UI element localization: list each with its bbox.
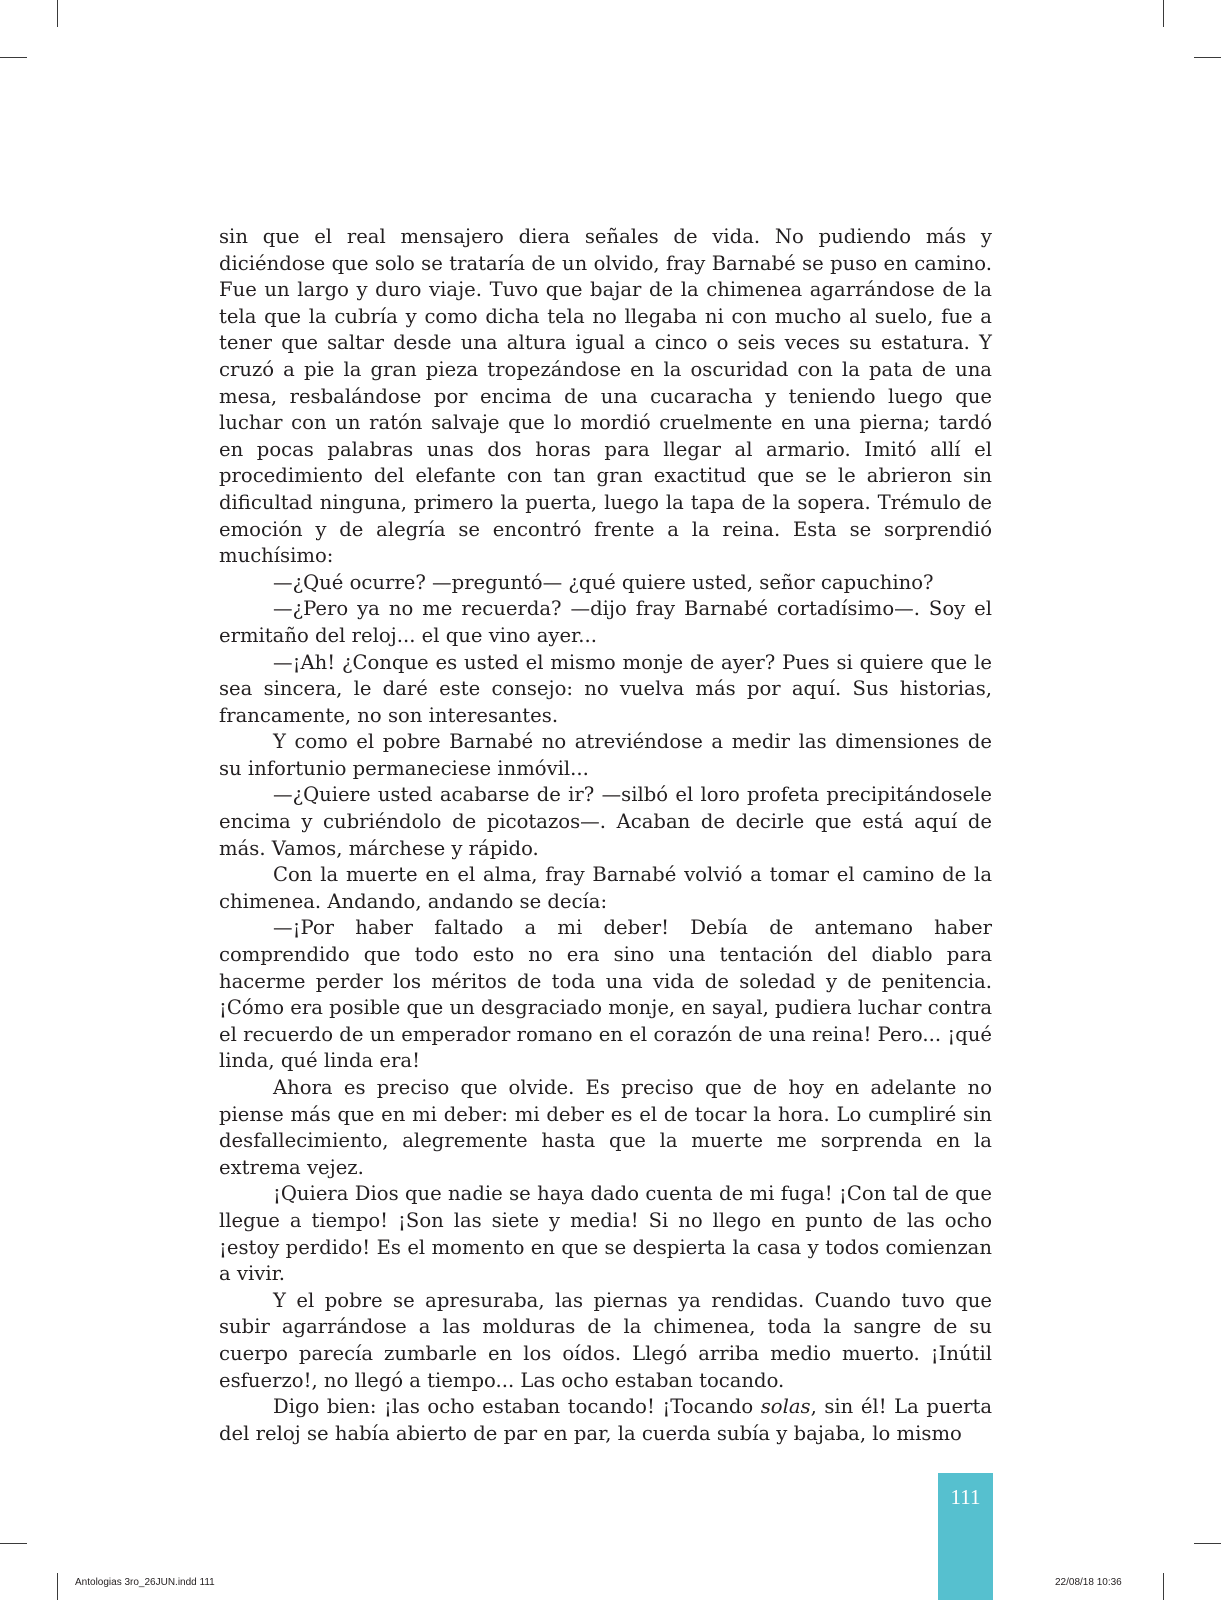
paragraph [219,1394,992,1447]
slug-datetime: 22/08/18 10:36 [1055,1577,1122,1588]
text-run: , sin él! La puerta del reloj se había abierto de par en par, la cuerda subía y bajaba, lo mismo [219,1395,992,1445]
crop-mark [0,57,27,58]
italic-word: solas [760,1395,811,1419]
slug-filename: Antologias 3ro_26JUN.indd 111 [75,1577,215,1588]
crop-mark [1194,1543,1221,1544]
paragraph: —¡Ah! ¿Conque es usted el mismo monje de ayer? Pues si quiere que le sea sincera, le daré este consejo: no vuelva más por aquí. Sus historias, francamente, no son interesantes. [219,650,992,727]
paragraph: —¿Quiere usted acabarse de ir? —silbó el loro profeta precipitándosele encima y cubriéndolo de picotazos—. Acaban de decirle que está aquí de más. Vamos, márchese y rápido. [219,783,992,860]
paragraph: —¡Por haber faltado a mi deber! Debía de antemano haber comprendido que todo esto no era sino una tentación del diablo para hacerme perder los méritos de toda una vida de soledad y de penitencia. ¡Cómo era posible que un desgraciado monje, en sayal, pudiera luchar contra el recuerdo de un emperador romano en el corazón de una reina! Pero... ¡qué linda, qué linda era! [219,916,992,1073]
crop-mark [57,1573,58,1600]
page-number-tab [938,1473,993,1600]
paragraph: Ahora es preciso que olvide. Es preciso que de hoy en adelante no piense más que en mi deber: mi deber es el de tocar la hora. Lo cumpliré sin desfallecimiento, alegremente hasta que la muerte me sorprenda en la extrema vejez. [219,1076,992,1179]
paragraph: —¿Qué ocurre? —preguntó— ¿qué quiere usted, señor capuchino? [273,570,934,594]
paragraph: —¿Pero ya no me recuerda? —dijo fray Barnabé cortadísimo—. Soy el ermitaño del reloj... el que vino ayer... [219,597,992,647]
paragraph: ¡Quiera Dios que nadie se haya dado cuenta de mi fuga! ¡Con tal de que llegue a tiempo! ¡Son las siete y media! Si no llego en punto de las ocho ¡estoy perdido! Es el momento en que se despierta la casa y todos comienzan a vivir. [219,1182,992,1286]
paragraph: sin que el real mensajero diera señales de vida. No pudiendo más y diciéndose que solo se trataría de un olvido, fray Barnabé se puso en camino. Fue un largo y duro viaje. Tuvo que bajar de la chimenea agarrándose de la tela que la cubría y como dicha tela no llegaba ni con mucho al suelo, fue a tener que saltar desde una altura igual a cinco o seis veces su estatura. Y cruzó a pie la gran pieza tropezándose en la oscuridad con la pata de una mesa, resbalándose por encima de una cucaracha y teniendo luego que luchar con un ratón salvaje que lo mordió cruelmente en una pierna; tardó en pocas palabras unas dos horas para llegar al armario. Imitó allí el procedimiento del elefante con tan gran exactitud que se le abrieron sin dificultad ninguna, primero la puerta, luego la tapa de la sopera. Trémulo de emoción y de alegría se encontró frente a la reina. Esta se sorprendió muchísimo: [219,225,992,568]
crop-mark [1163,0,1164,27]
paragraph: Y el pobre se apresuraba, las piernas ya rendidas. Cuando tuvo que subir agarrándose a las molduras de la chimenea, toda la sangre de su cuerpo parecía zumbarle en los oídos. Llegó arriba medio muerto. ¡Inútil esfuerzo!, no llegó a tiempo... Las ocho estaban tocando. [219,1288,992,1392]
crop-mark [1194,57,1221,58]
paragraph: Y como el pobre Barnabé no atreviéndose a medir las dimensiones de su infortunio permaneciese inmóvil... [219,730,992,780]
crop-mark [57,0,58,27]
crop-mark [1163,1573,1164,1600]
body-text [219,224,992,1447]
page-number: 111 [950,1485,981,1509]
text-run: Digo bien: ¡las ocho estaban tocando! ¡Tocando [273,1395,761,1419]
paragraph: Con la muerte en el alma, fray Barnabé volvió a tomar el camino de la chimenea. Andando, andando se decía: [219,863,992,913]
crop-mark [0,1543,27,1544]
